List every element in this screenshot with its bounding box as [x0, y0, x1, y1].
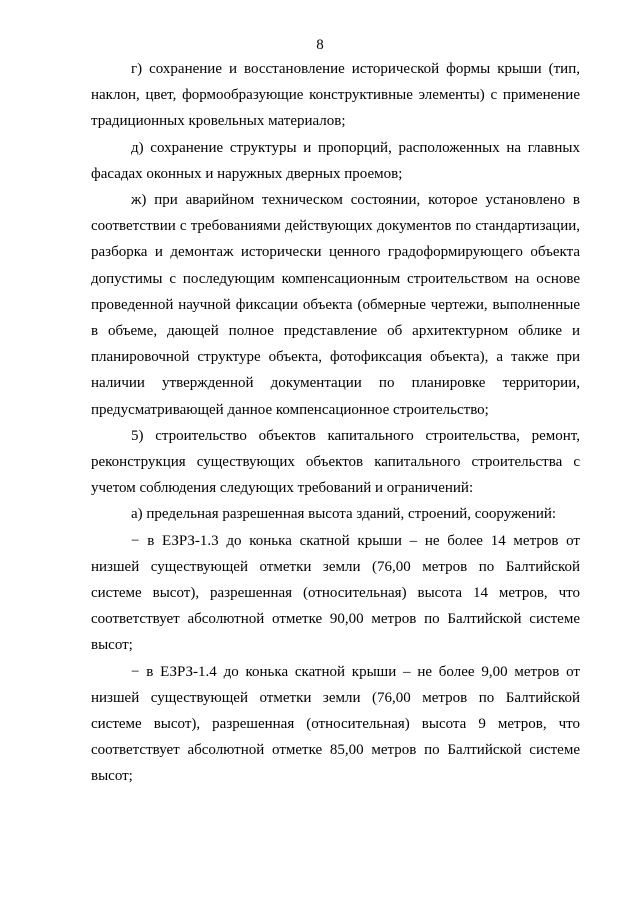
page-number: 8: [316, 37, 324, 53]
paragraph-ezrz-1-4: − в ЕЗРЗ-1.4 до конька скатной крыши – не более 9,00 метров от низшей существующей отметки земли (76,00 метров по Балтийской системе высот), разрешенная (относительная) высота 9 метров, что соответствует абсолютной отметке 85,00 метров по Балтийской системе высот;: [91, 663, 580, 785]
paragraph-height-limit: а) предельная разрешенная высота зданий, строений, сооружений:: [131, 506, 557, 523]
paragraph-roof-form: г) сохранение и восстановление исторической формы крыши (тип, наклон, цвет, формообразующие конструктивные элементы) с применение традиционных кровельных материалов;: [91, 61, 580, 130]
paragraph-facade-openings: д) сохранение структуры и пропорций, расположенных на главных фасадах оконных и наружных дверных проемов;: [91, 139, 580, 182]
paragraph-emergency-condition: ж) при аварийном техническом состоянии, которое установлено в соответствии с требованиями действующих документов по стандартизации, разборка и демонтаж исторически ценного градоформирующего объекта допустимы с последующим компенсационным строительством на основе проведенной научной фиксации объекта (обмерные чертежи, выполненные в объеме, дающей полное представление об архитектурном облике и планировочной структуре объекта, фотофиксация объекта), а также при наличии утвержденной документации по планировке территории, предусматривающей данное компенсационное строительство;: [91, 192, 580, 418]
document-body: [91, 56, 580, 790]
paragraph-ezrz-1-3: − в ЕЗРЗ-1.3 до конька скатной крыши – не более 14 метров от низшей существующей отметки земли (76,00 метров по Балтийской системе высот), разрешенная (относительная) высота 14 метров, что соответствует абсолютной отметке 90,00 метров по Балтийской системе высот;: [91, 532, 580, 654]
paragraph-construction-requirements: 5) строительство объектов капитального строительства, ремонт, реконструкция существующих объектов капитального строительства с учетом соблюдения следующих требований и ограничений:: [91, 427, 580, 497]
